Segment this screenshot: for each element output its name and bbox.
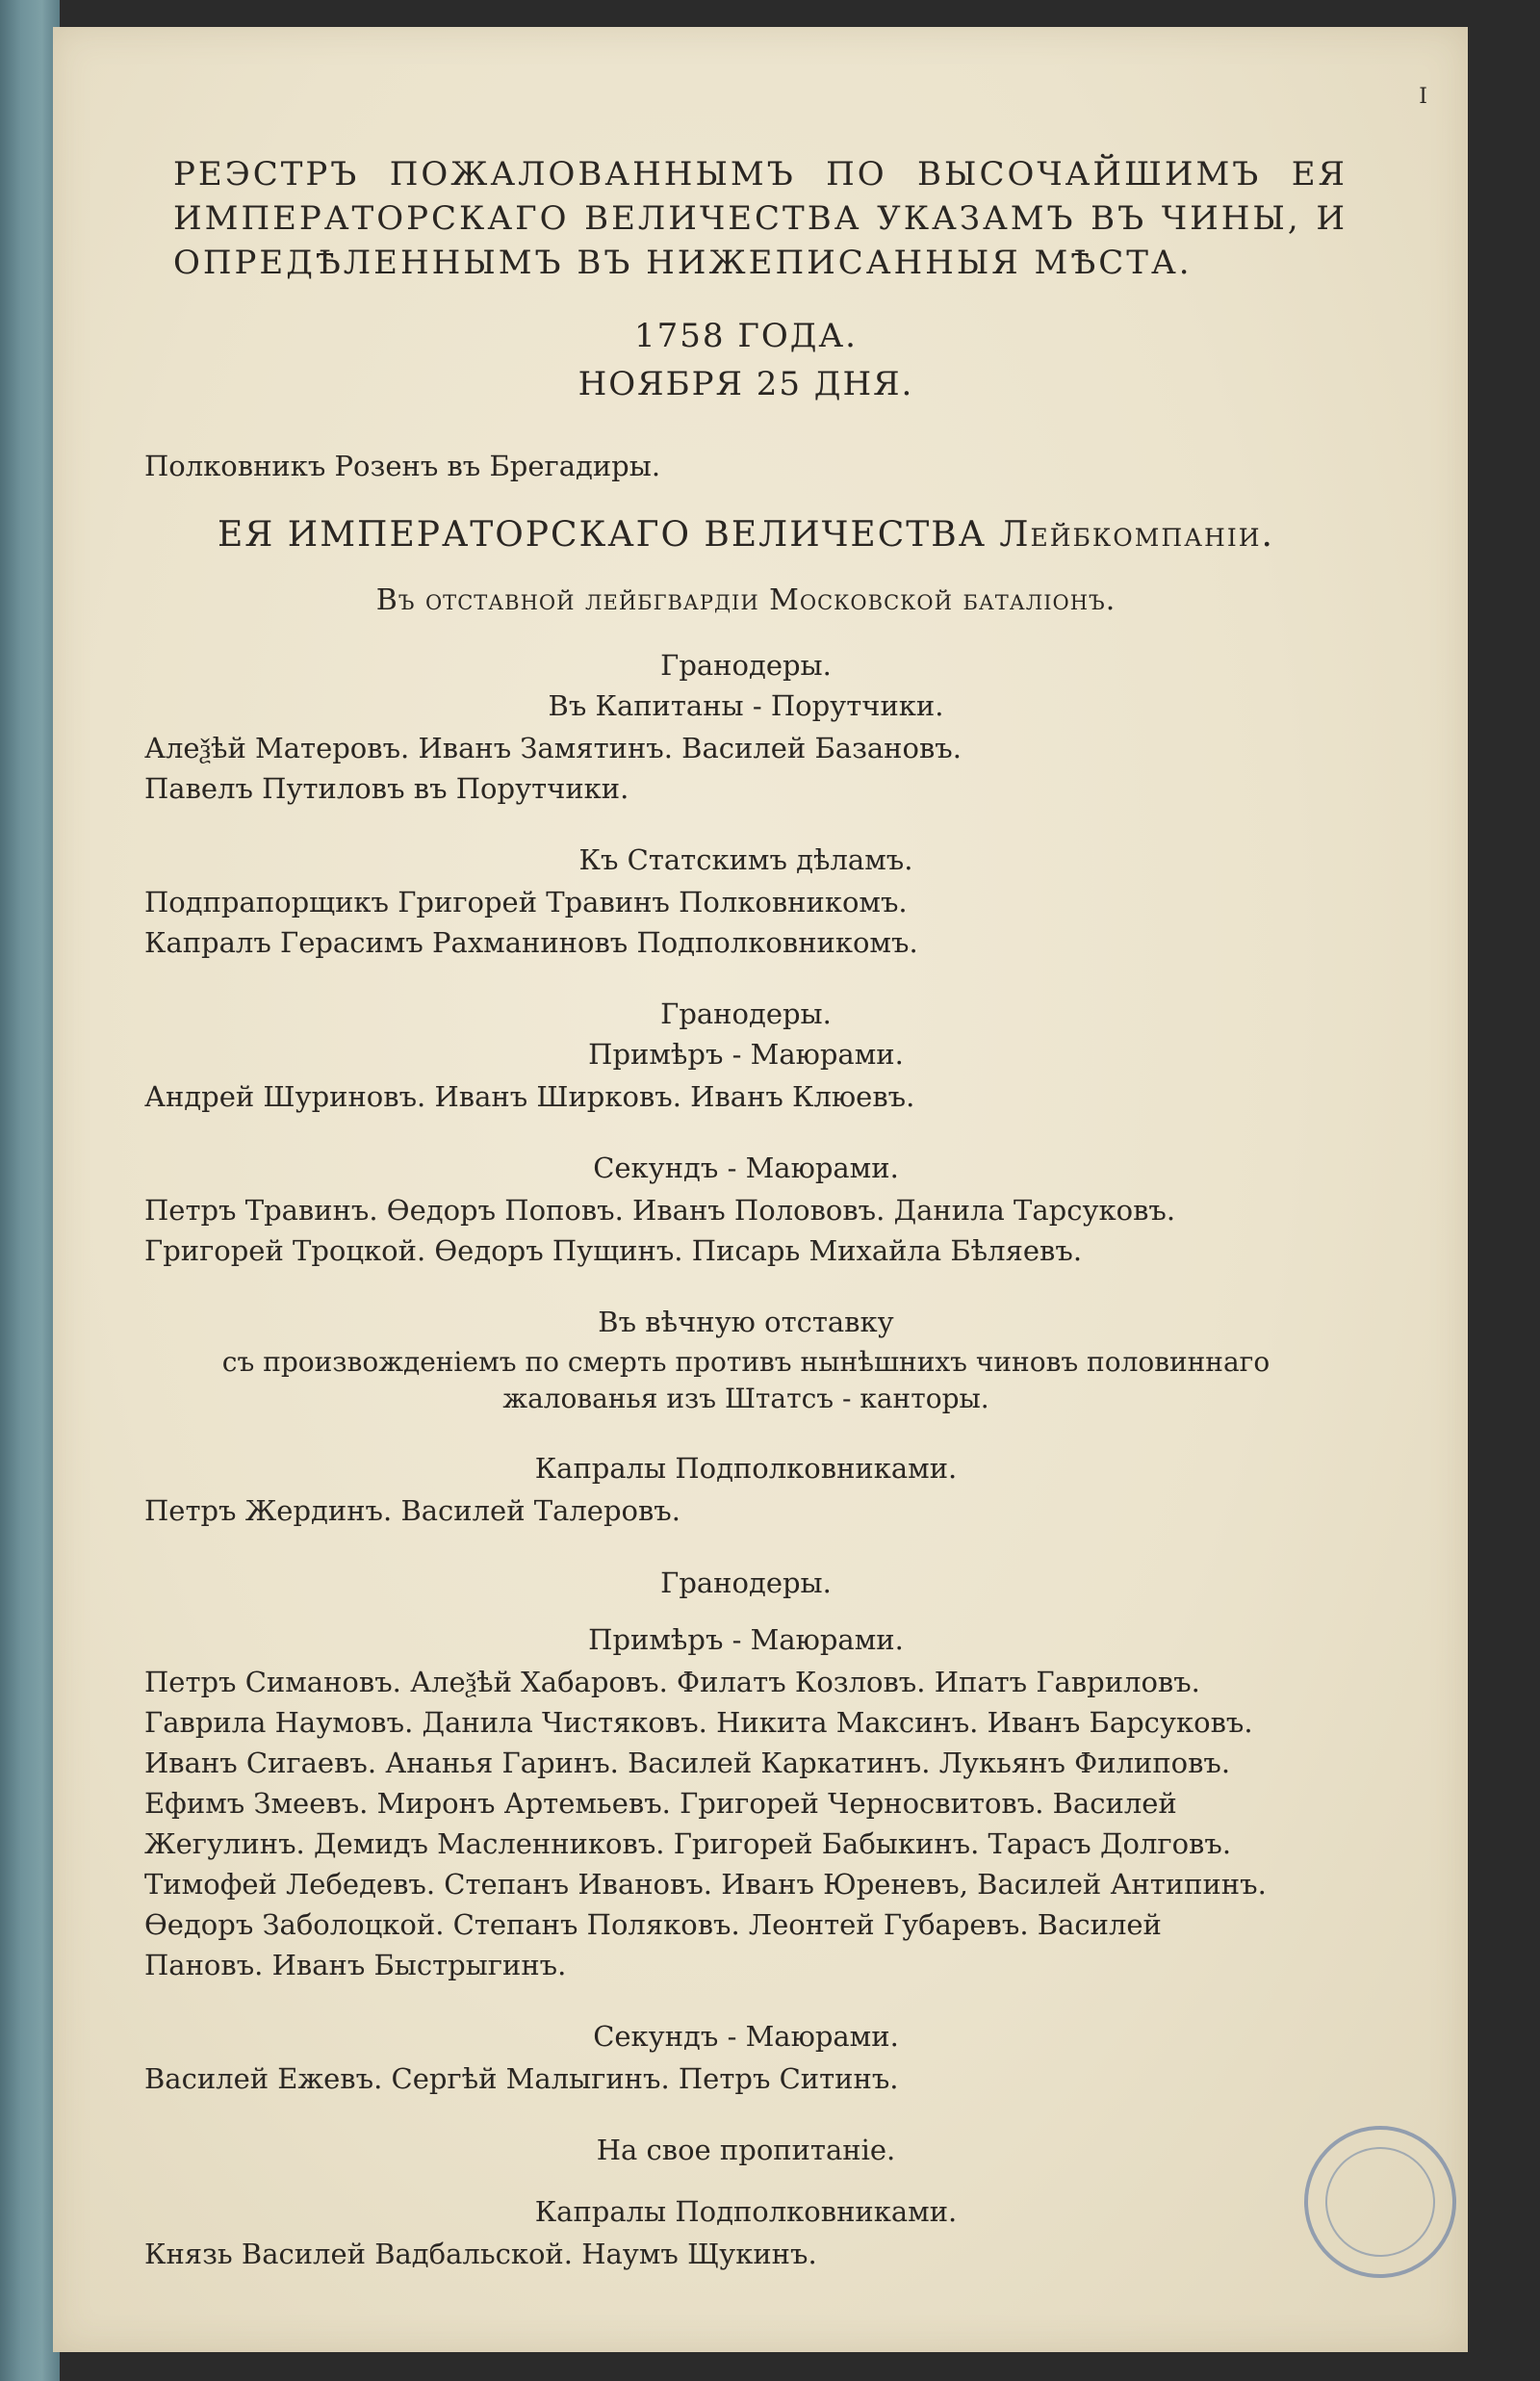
retirement-note: съ произвожденiемъ по смерть противъ нынѣшнихъ чиновъ половиннаго жалованья изъ Штатсъ - канторы. [221,1346,1270,1414]
rank-heading: Примѣръ - Маюрами. [588,1623,904,1656]
group-heading-grenadiers: Гранодеры. [660,649,832,682]
list-item: Петръ Жердинъ. Василей Талеровъ. [144,1494,680,1527]
group-heading-grenadiers: Гранодеры. [660,997,832,1030]
list-item: Василей Ежевъ. Сергѣй Малыгинъ. Петръ Ситинъ. [144,2062,899,2095]
document-page [53,27,1468,2352]
list-item: Капралъ Герасимъ Рахманиновъ Подполковникомъ. [144,926,918,959]
list-item: Князь Василей Вадбальской. Наумъ Щукинъ. [144,2238,817,2270]
list-item: Тимофей Лебедевъ. Степанъ Ивановъ. Иванъ Юреневъ, Василей Антипинъ. [144,1868,1267,1901]
list-item: Ефимъ Змеевъ. Миронъ Артемьевъ. Григорей Черносвитовъ. Василей [144,1787,1177,1820]
rank-heading: Секундъ - Маюрами. [593,2020,899,2053]
rank-heading: Въ Капитаны - Порутчики. [548,689,944,722]
date-heading: НОЯБРЯ 25 ДНЯ. [578,365,914,403]
list-item: Подпрапорщикъ Григорей Травинъ Полковникомъ. [144,886,908,919]
list-item: Петръ Травинъ. Өедоръ Поповъ. Иванъ Полововъ. Данила Тарсуковъ. [144,1194,1176,1227]
folio-number: I [1419,85,1427,109]
section-heading-civil: Къ Статскимъ дѣламъ. [578,843,913,876]
rank-heading: Капралы Подполковниками. [534,2195,958,2228]
name-list [144,2234,1348,2274]
name-list [144,1662,1348,1985]
list-item: Григорей Троцкой. Өедоръ Пущинъ. Писарь Михайла Бѣляевъ. [144,1234,1083,1267]
list-item: Петръ Симановъ. Алеѯѣй Хабаровъ. Филатъ Козловъ. Ипатъ Гавриловъ. [144,1666,1200,1698]
section-heading-battalion: Въ отставной лейбгвардiи Московской баталiонъ. [375,583,1116,617]
page-text [144,152,1348,2307]
list-item: Алеѯѣй Матеровъ. Иванъ Замятинъ. Василей Базановъ. [144,732,962,764]
list-item: Андрей Шуриновъ. Иванъ Ширковъ. Иванъ Клюевъ. [144,1080,915,1113]
list-item: Павелъ Путиловъ въ Порутчики. [144,772,629,805]
library-stamp-inner-ring [1307,2129,1452,2274]
list-item: Гаврила Наумовъ. Данила Чистяковъ. Никита Максинъ. Иванъ Барсуковъ. [144,1706,1253,1739]
section-heading-retirement: Въ вѣчную отставку [598,1306,894,1338]
list-item: Өедоръ Заболоцкой. Степанъ Поляковъ. Леонтей Губаревъ. Василей [144,1908,1162,1941]
name-list [144,1076,1348,1117]
rank-heading: Капралы Подполковниками. [534,1452,958,1485]
section-heading-sustenance: На свое пропитанiе. [596,2134,896,2166]
section-heading-company: ЕЯ ИМПЕРАТОРСКАГО ВЕЛИЧЕСТВА Лейбкомпанiи. [218,515,1274,555]
list-item: Иванъ Сигаевъ. Ананья Гаринъ. Василей Каркатинъ. Лукьянъ Филиповъ. [144,1747,1231,1779]
rank-heading: Секундъ - Маюрами. [593,1152,899,1184]
rank-heading: Примѣръ - Маюрами. [588,1038,904,1071]
name-list [144,2058,1348,2099]
book-binding-edge [0,0,60,2381]
year-heading: 1758 ГОДА. [634,317,858,355]
list-item: Пановъ. Иванъ Быстрыгинъ. [144,1949,567,1981]
promotion-line-rosen: Полковникъ Розенъ въ Брегадиры. [144,450,661,482]
group-heading-grenadiers: Гранодеры. [660,1566,832,1599]
list-item: Жегулинъ. Демидъ Масленниковъ. Григорей Бабыкинъ. Тарасъ Долговъ. [144,1827,1232,1860]
name-list [144,1490,1348,1531]
name-list [144,882,1348,963]
name-list [144,1190,1348,1271]
page-title: РЕЭСТРЪ ПОЖАЛОВАННЫМЪ ПО ВЫСОЧАЙШИМЪ ЕЯ ИМПЕРАТОРСКАГО ВЕЛИЧЕСТВА УКАЗАМЪ ВЪ ЧИНЫ, И ОПРЕДѢЛЕННЫМЪ ВЪ НИЖЕПИСАННЫЯ МѢСТА. [173,155,1348,282]
name-list [144,728,1348,809]
